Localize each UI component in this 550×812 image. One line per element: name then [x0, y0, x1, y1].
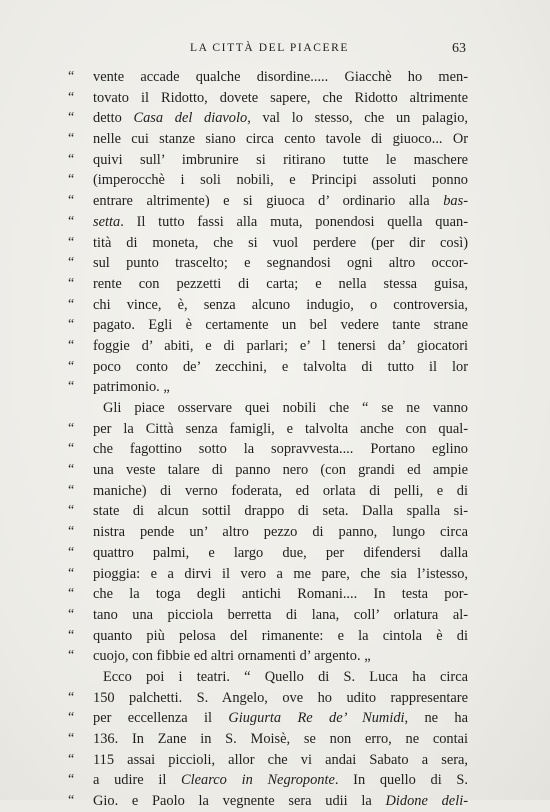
- line-text: [93, 501, 468, 522]
- quote-mark: “: [68, 172, 75, 188]
- text-line: [0, 439, 550, 460]
- text-segment: , ne ha: [404, 710, 468, 727]
- text-line: [0, 708, 550, 729]
- text-line: [0, 191, 550, 212]
- quote-mark: “: [68, 234, 75, 250]
- quote-mark: “: [68, 689, 75, 705]
- text-segment: 115 assai piccioli, allor che vi andai Sabato a sera,: [93, 751, 468, 768]
- quote-mark: “: [68, 69, 75, 84]
- text-segment: quattro palmi, e largo due, per difendersi dalla: [93, 544, 468, 561]
- quote-mark: “: [68, 441, 75, 457]
- text-segment: cuojo, con fibbie ed altri ornamenti d’ argento. „: [93, 648, 371, 665]
- line-text: [93, 233, 468, 254]
- line-text: [93, 419, 468, 440]
- text-line: [0, 150, 550, 171]
- text-line: [0, 667, 550, 688]
- text-line: [0, 357, 550, 378]
- italic-segment: Didone deli-: [385, 793, 468, 810]
- text-line: [0, 522, 550, 543]
- line-text: [93, 357, 468, 378]
- quote-mark: “: [68, 751, 75, 767]
- line-text: [93, 564, 468, 585]
- text-line: [0, 129, 550, 150]
- line-text: [93, 750, 468, 771]
- text-segment: chi vince, è, senza alcuno indugio, o controversia,: [93, 296, 468, 313]
- line-text: [93, 150, 468, 171]
- line-text: [93, 129, 468, 150]
- quote-mark: “: [68, 275, 75, 291]
- text-segment: una veste talare di panno nero (con grandi ed ampie: [93, 462, 468, 479]
- text-segment: pioggia: e a dirvi il vero a me pare, che sia l’istesso,: [93, 565, 468, 582]
- running-head: [0, 42, 550, 58]
- quote-mark: “: [68, 110, 75, 126]
- text-segment: maniche) di verno foderata, ed orlata di pelli, e di: [93, 482, 468, 499]
- text-line: [0, 274, 550, 295]
- quote-mark: “: [68, 606, 75, 622]
- text-segment: Ecco poi i teatri. “ Quello di S. Luca ha circa: [103, 668, 468, 685]
- italic-segment: Casa del diavolo: [133, 110, 248, 127]
- quote-mark: “: [68, 213, 75, 229]
- line-text: [93, 253, 468, 274]
- line-text: [93, 770, 468, 791]
- text-line: [0, 605, 550, 626]
- text-line: [0, 770, 550, 791]
- text-line: [0, 460, 550, 481]
- line-text: [93, 460, 468, 481]
- quote-mark: “: [68, 731, 75, 746]
- text-segment: foggie d’ abiti, e di parlari; e’ l tenersi da’ giocatori: [93, 337, 468, 354]
- text-line: [0, 67, 550, 88]
- line-text: [93, 67, 468, 88]
- line-text: [93, 88, 468, 109]
- line-text: [93, 170, 468, 191]
- line-text: [93, 191, 468, 212]
- text-segment: . In quello di S.: [334, 772, 468, 789]
- quote-mark: “: [68, 524, 75, 540]
- text-segment: quivi sull’ imbrunire si ritirano tutte le maschere: [93, 151, 468, 168]
- text-segment: che fagottino sotto la sopravvesta.... Portano eglino: [93, 441, 468, 458]
- line-text: [93, 481, 468, 502]
- text-segment: detto: [93, 110, 134, 127]
- text-line: [0, 584, 550, 605]
- text-segment: Gio. e Paolo la vegnente sera udii la: [93, 793, 386, 810]
- text-line: [0, 295, 550, 316]
- text-line: [0, 253, 550, 274]
- line-text: [93, 212, 468, 233]
- text-segment: 150 palchetti. S. Angelo, ove ho udito rappresentare: [93, 689, 468, 706]
- quote-mark: “: [68, 710, 75, 726]
- quote-mark: “: [68, 296, 75, 312]
- text-line: [0, 108, 550, 129]
- quote-mark: “: [68, 317, 75, 333]
- text-segment: sul punto trascelto; e segnandosi ogni altro occor-: [93, 255, 468, 272]
- text-line: [0, 377, 550, 398]
- quote-mark: “: [68, 544, 75, 560]
- text-segment: tano una picciola berretta di lana, coll’ orlatura al-: [93, 606, 468, 623]
- quote-mark: “: [68, 151, 75, 167]
- quote-mark: “: [68, 503, 75, 519]
- text-line: [0, 336, 550, 357]
- running-title: LA CITTÀ DEL PIACERE: [190, 42, 350, 54]
- quote-mark: “: [68, 420, 75, 436]
- text-segment: poco conto de’ zecchini, e talvolta di tutto il lor: [93, 358, 468, 375]
- text-segment: che la toga degli antichi Romani.... In testa por-: [93, 586, 468, 603]
- line-text: [93, 584, 468, 605]
- text-line: [0, 791, 550, 812]
- text-segment: rente con pezzetti di carta; e nella stessa guisa,: [93, 275, 468, 292]
- text-line: [0, 626, 550, 647]
- text-segment: nelle cui stanze siano circa cento tavole di giuoco... Or: [93, 131, 468, 148]
- text-line: [0, 564, 550, 585]
- text-line: [0, 543, 550, 564]
- quote-mark: “: [68, 337, 75, 353]
- quote-mark: “: [68, 379, 75, 395]
- line-text: [103, 398, 468, 419]
- quote-mark: “: [68, 462, 75, 478]
- line-text: [93, 522, 468, 543]
- text-segment: patrimonio. „: [93, 379, 170, 396]
- quote-mark: “: [68, 565, 75, 581]
- italic-segment: Clearco in Negroponte: [181, 772, 335, 789]
- text-line: [0, 419, 550, 440]
- line-text: [103, 667, 468, 688]
- text-segment: . Il tutto fassi alla muta, ponendosi quella quan-: [120, 213, 468, 230]
- quote-mark: “: [68, 586, 75, 602]
- text-line: [0, 212, 550, 233]
- text-line: [0, 750, 550, 771]
- text-segment: state di alcun sottil drappo di seta. Dalla spalla si-: [93, 503, 468, 520]
- line-text: [93, 688, 468, 709]
- text-line: [0, 481, 550, 502]
- line-text: [93, 274, 468, 295]
- line-text: [93, 108, 468, 129]
- page-number: 63: [452, 41, 466, 56]
- italic-segment: setta: [93, 213, 121, 230]
- text-line: [0, 398, 550, 419]
- quote-mark: “: [68, 358, 75, 374]
- text-line: [0, 88, 550, 109]
- text-segment: nistra pende un’ altro pezzo di panno, lungo circa: [93, 524, 468, 541]
- line-text: [93, 377, 468, 398]
- text-segment: , val lo stesso, che un palagio,: [247, 110, 468, 127]
- body-text: [0, 67, 550, 812]
- text-line: [0, 233, 550, 254]
- text-segment: a udire il: [93, 772, 182, 789]
- quote-mark: “: [68, 648, 75, 664]
- line-text: [93, 605, 468, 626]
- text-line: [0, 688, 550, 709]
- line-text: [93, 336, 468, 357]
- text-line: [0, 315, 550, 336]
- text-segment: entrare altrimente) e si giuoca d’ ordinario alla: [93, 193, 444, 210]
- text-segment: per eccellenza il: [93, 710, 229, 727]
- text-line: [0, 729, 550, 750]
- line-text: [93, 729, 468, 750]
- text-segment: pagato. Egli è certamente un bel vedere tante strane: [93, 317, 468, 334]
- italic-segment: Giugurta Re de’ Numidi: [228, 710, 405, 727]
- line-text: [93, 295, 468, 316]
- line-text: [93, 543, 468, 564]
- line-text: [93, 646, 468, 667]
- text-segment: per la Città senza famigli, e talvolta anche con qual-: [93, 420, 468, 437]
- line-text: [93, 626, 468, 647]
- line-text: [93, 439, 468, 460]
- quote-mark: “: [68, 193, 75, 209]
- line-text: [93, 315, 468, 336]
- quote-mark: “: [68, 772, 75, 788]
- text-segment: tovato il Ridotto, dovete sapere, che Ridotto altrimente: [93, 89, 468, 106]
- quote-mark: “: [68, 89, 75, 105]
- quote-mark: “: [68, 793, 75, 809]
- text-segment: vente accade qualche disordine..... Giacchè ho men-: [93, 69, 468, 85]
- text-segment: (imperocchè i soli nobili, e Principi assoluti ponno: [93, 172, 468, 189]
- text-line: [0, 501, 550, 522]
- quote-mark: “: [68, 131, 75, 147]
- text-line: [0, 646, 550, 667]
- italic-segment: bas-: [443, 193, 468, 210]
- text-line: [0, 170, 550, 191]
- text-segment: 136. In Zane in S. Moisè, se non erro, ne contai: [93, 731, 468, 747]
- text-segment: tità di moneta, che si vuol perdere (per dir così): [93, 234, 468, 251]
- line-text: [93, 708, 468, 729]
- line-text: [93, 791, 468, 812]
- text-segment: quanto più pelosa del rimanente: e la cintola è di: [93, 627, 468, 644]
- text-segment: Gli piace osservare quei nobili che “ se ne vanno: [103, 400, 468, 416]
- quote-mark: “: [68, 627, 75, 643]
- quote-mark: “: [68, 255, 75, 271]
- quote-mark: “: [68, 482, 75, 498]
